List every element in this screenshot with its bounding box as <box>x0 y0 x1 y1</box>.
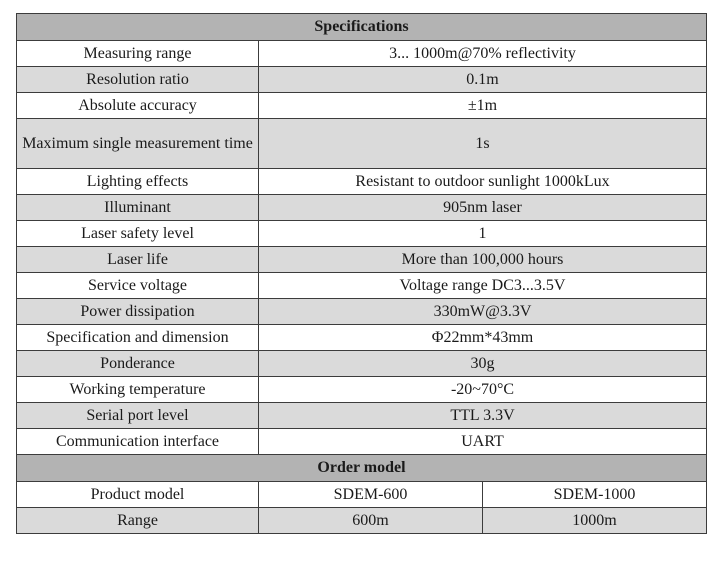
order-value: SDEM-600 <box>259 482 483 508</box>
spec-row <box>17 119 707 169</box>
order-label: Product model <box>17 482 259 508</box>
spec-value: 0.1m <box>259 67 707 93</box>
spec-label: Laser safety level <box>17 221 259 247</box>
spec-label: Lighting effects <box>17 169 259 195</box>
order-label: Range <box>17 508 259 534</box>
spec-value: More than 100,000 hours <box>259 247 707 273</box>
spec-row <box>17 247 707 273</box>
order-row <box>17 508 707 534</box>
spec-header-row <box>17 14 707 41</box>
order-header-row <box>17 455 707 482</box>
spec-row <box>17 221 707 247</box>
spec-label: Measuring range <box>17 41 259 67</box>
spec-value: Resistant to outdoor sunlight 1000kLux <box>259 169 707 195</box>
spec-label: Illuminant <box>17 195 259 221</box>
spec-header: Specifications <box>17 14 707 41</box>
spec-row <box>17 195 707 221</box>
order-header: Order model <box>17 455 707 482</box>
spec-value: ±1m <box>259 93 707 119</box>
spec-label: Serial port level <box>17 403 259 429</box>
spec-row <box>17 429 707 455</box>
spec-row <box>17 273 707 299</box>
order-value: SDEM-1000 <box>483 482 707 508</box>
spec-label: Resolution ratio <box>17 67 259 93</box>
spec-label: Laser life <box>17 247 259 273</box>
spec-value: 1s <box>259 119 707 169</box>
spec-label: Ponderance <box>17 351 259 377</box>
spec-value: Φ22mm*43mm <box>259 325 707 351</box>
spec-value: 330mW@3.3V <box>259 299 707 325</box>
spec-row <box>17 93 707 119</box>
spec-label: Working temperature <box>17 377 259 403</box>
spec-row <box>17 67 707 93</box>
spec-value: TTL 3.3V <box>259 403 707 429</box>
spec-value: 30g <box>259 351 707 377</box>
order-value: 600m <box>259 508 483 534</box>
spec-row <box>17 299 707 325</box>
spec-row <box>17 169 707 195</box>
order-row <box>17 482 707 508</box>
spec-value: -20~70°C <box>259 377 707 403</box>
spec-row <box>17 41 707 67</box>
spec-label: Service voltage <box>17 273 259 299</box>
spec-label: Specification and dimension <box>17 325 259 351</box>
spec-row <box>17 377 707 403</box>
spec-label: Maximum single measurement time <box>17 119 259 169</box>
spec-value: 905nm laser <box>259 195 707 221</box>
spec-value: 1 <box>259 221 707 247</box>
spec-value: Voltage range DC3...3.5V <box>259 273 707 299</box>
spec-row <box>17 351 707 377</box>
spec-value: UART <box>259 429 707 455</box>
spec-value: 3... 1000m@70% reflectivity <box>259 41 707 67</box>
specifications-table <box>16 13 707 534</box>
spec-label: Absolute accuracy <box>17 93 259 119</box>
spec-row <box>17 325 707 351</box>
spec-label: Communication interface <box>17 429 259 455</box>
spec-row <box>17 403 707 429</box>
order-value: 1000m <box>483 508 707 534</box>
spec-label: Power dissipation <box>17 299 259 325</box>
